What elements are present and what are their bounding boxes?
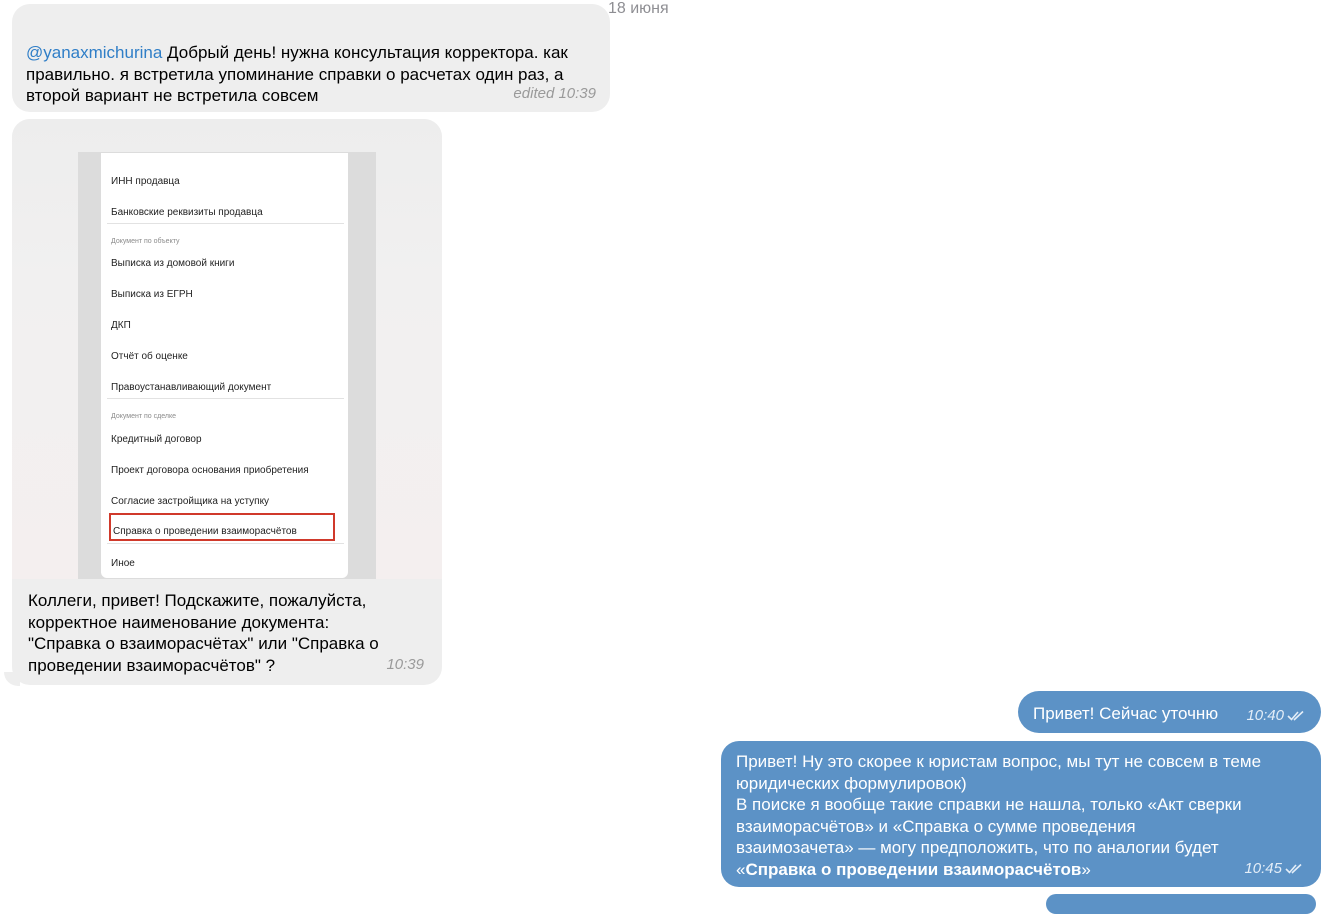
message-meta <box>1244 858 1303 880</box>
message-meta <box>1246 705 1305 727</box>
double-check-icon <box>1285 863 1303 874</box>
photo-list-item: ДКП <box>111 320 131 331</box>
message-line: проведении взаиморасчётов" ? <box>28 655 276 675</box>
attached-photo[interactable] <box>12 119 442 579</box>
message-line: взаиморасчётов» и «Справка о сумме проведения <box>736 816 1136 836</box>
message-line: В поиске я вообще такие справки не нашла, только «Акт сверки <box>736 795 1242 814</box>
message-text: Привет! Сейчас уточню <box>1033 704 1219 723</box>
incoming-message-2[interactable] <box>12 119 442 685</box>
photo-list-item-highlighted: Справка о проведении взаиморасчётов <box>113 526 297 537</box>
message-line: Добрый день! нужна консультация корректора. как <box>162 43 568 62</box>
photo-document-list <box>101 153 348 578</box>
photo-list-item: Проект договора основания приобретения <box>111 465 309 476</box>
quote-mark: « <box>736 859 746 879</box>
message-time: 10:39 <box>386 655 424 673</box>
message-text <box>736 751 1307 880</box>
photo-list-item: Выписка из домовой книги <box>111 258 235 269</box>
outgoing-message-1[interactable] <box>1018 691 1321 733</box>
bold-document-name: Справка о проведении взаиморасчётов <box>745 859 1082 879</box>
message-time: edited 10:39 <box>513 84 596 102</box>
message-line: второй вариант не встретила совсем <box>26 86 319 105</box>
message-time: 10:40 <box>1246 707 1284 724</box>
user-mention[interactable]: @yanaxmichurina <box>26 43 163 62</box>
message-line: Привет! Ну это скорее к юристам вопрос, мы тут не совсем в теме <box>736 752 1262 771</box>
photo-list-item: Выписка из ЕГРН <box>111 289 193 300</box>
bubble-tail <box>4 672 20 686</box>
photo-section-header: Документ по сделке <box>111 413 176 420</box>
next-outgoing-message-partial[interactable] <box>1046 894 1316 914</box>
incoming-message-1[interactable] <box>12 4 610 112</box>
photo-divider <box>107 223 344 224</box>
photo-divider <box>107 398 344 399</box>
double-check-icon <box>1287 710 1305 721</box>
photo-list-item: ИНН продавца <box>111 176 180 187</box>
message-time: 10:45 <box>1244 859 1282 877</box>
quote-mark: » <box>1081 859 1091 879</box>
message-line <box>736 859 1307 881</box>
message-text <box>28 590 428 676</box>
message-line: юридических формулировок) <box>736 773 967 793</box>
photo-list-item: Отчёт об оценке <box>111 351 188 362</box>
photo-list-item: Согласие застройщика на уступку <box>111 496 270 507</box>
message-line: взаимозачета» — могу предположить, что по аналогии будет <box>736 838 1219 857</box>
message-line: корректное наименование документа: <box>28 612 330 632</box>
photo-list-item: Кредитный договор <box>111 434 202 445</box>
photo-list-item: Правоустанавливающий документ <box>111 382 272 393</box>
photo-divider <box>107 543 344 544</box>
outgoing-message-2[interactable] <box>721 741 1321 887</box>
photo-list-item: Иное <box>111 558 135 569</box>
date-separator: 18 июня <box>594 0 683 22</box>
message-line: правильно. я встретила упоминание справки о расчетах один раз, а <box>26 64 564 84</box>
photo-list-item: Банковские реквизиты продавца <box>111 207 263 218</box>
message-line: "Справка о взаиморасчётах" или "Справка о <box>28 634 379 653</box>
message-line: Коллеги, привет! Подскажите, пожалуйста, <box>28 591 367 610</box>
photo-section-header: Документ по объекту <box>111 238 180 245</box>
